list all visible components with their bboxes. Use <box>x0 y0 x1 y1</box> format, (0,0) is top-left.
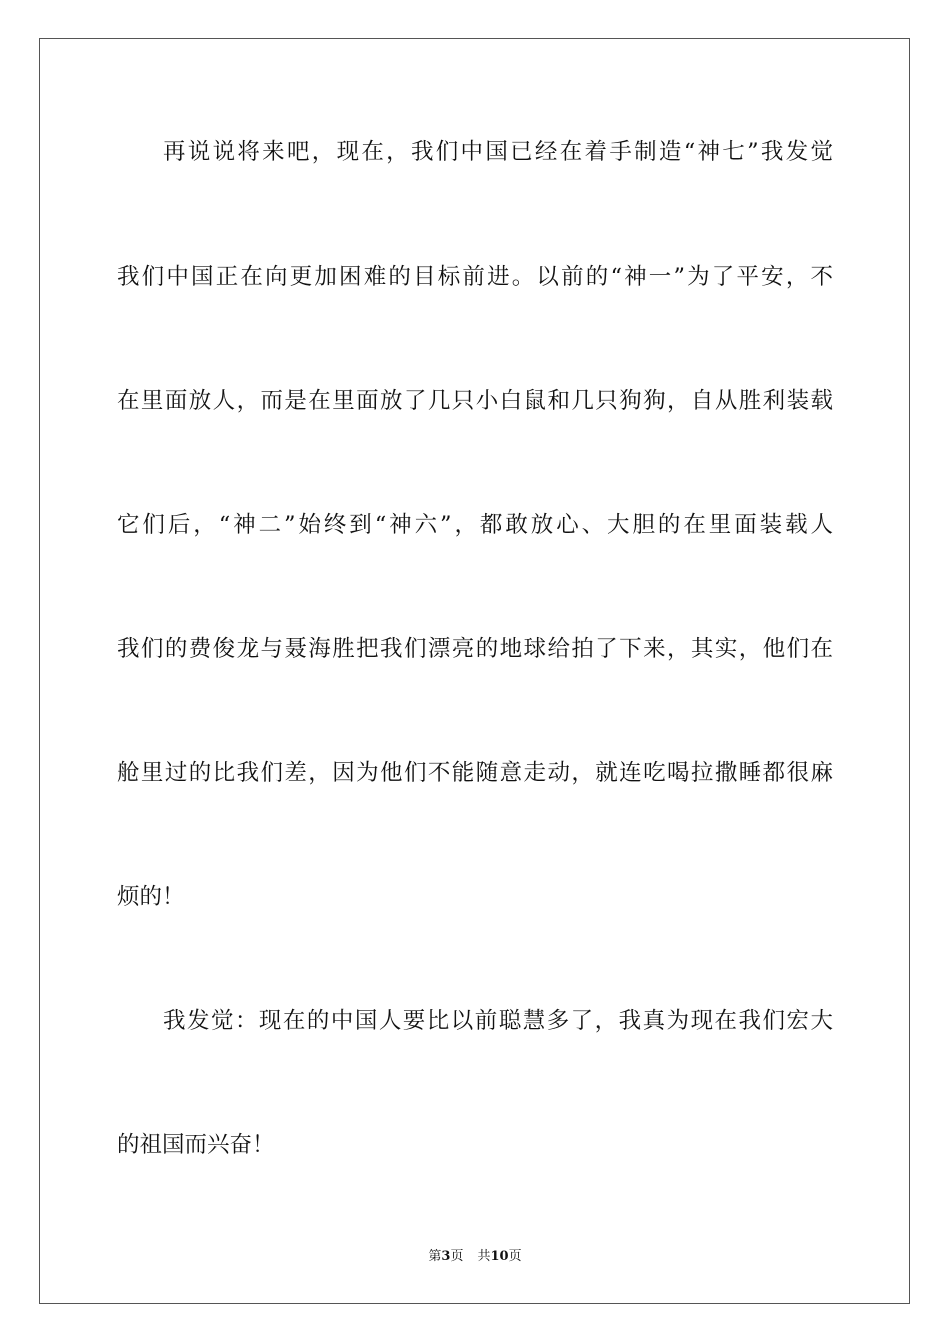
page-frame <box>39 38 910 1304</box>
page-footer <box>0 1248 950 1266</box>
total-unit: 页 <box>508 1249 522 1264</box>
paragraph-line: 舱里过的比我们差，因为他们不能随意走动，就连吃喝拉撒睡都很麻 <box>117 760 833 786</box>
paragraph-line: 烦的！ <box>117 884 185 910</box>
paragraph-line: 我们的费俊龙与聂海胜把我们漂亮的地球给拍了下来，其实，他们在 <box>117 636 833 662</box>
paragraph-line: 在里面放人，而是在里面放了几只小白鼠和几只狗狗，自从胜利装载 <box>117 388 833 414</box>
total-prefix: 共 <box>477 1249 491 1264</box>
paragraph-line: 它们后，“神二”始终到“神六”，都敢放心、大胆的在里面装载人 <box>117 512 833 538</box>
page-prefix: 第 <box>428 1249 442 1264</box>
paragraph-line: 的祖国而兴奋！ <box>117 1132 275 1158</box>
page-number: 3 <box>441 1249 451 1264</box>
paragraph-line: 再说说将来吧，现在，我们中国已经在着手制造“神七”我发觉 <box>163 139 833 165</box>
paragraph-line: 我发觉：现在的中国人要比以前聪慧多了，我真为现在我们宏大 <box>163 1008 833 1034</box>
paragraph-line: 我们中国正在向更加困难的目标前进。以前的“神一”为了平安，不 <box>117 264 833 290</box>
total-pages: 10 <box>490 1249 509 1264</box>
page-unit: 页 <box>450 1249 464 1264</box>
